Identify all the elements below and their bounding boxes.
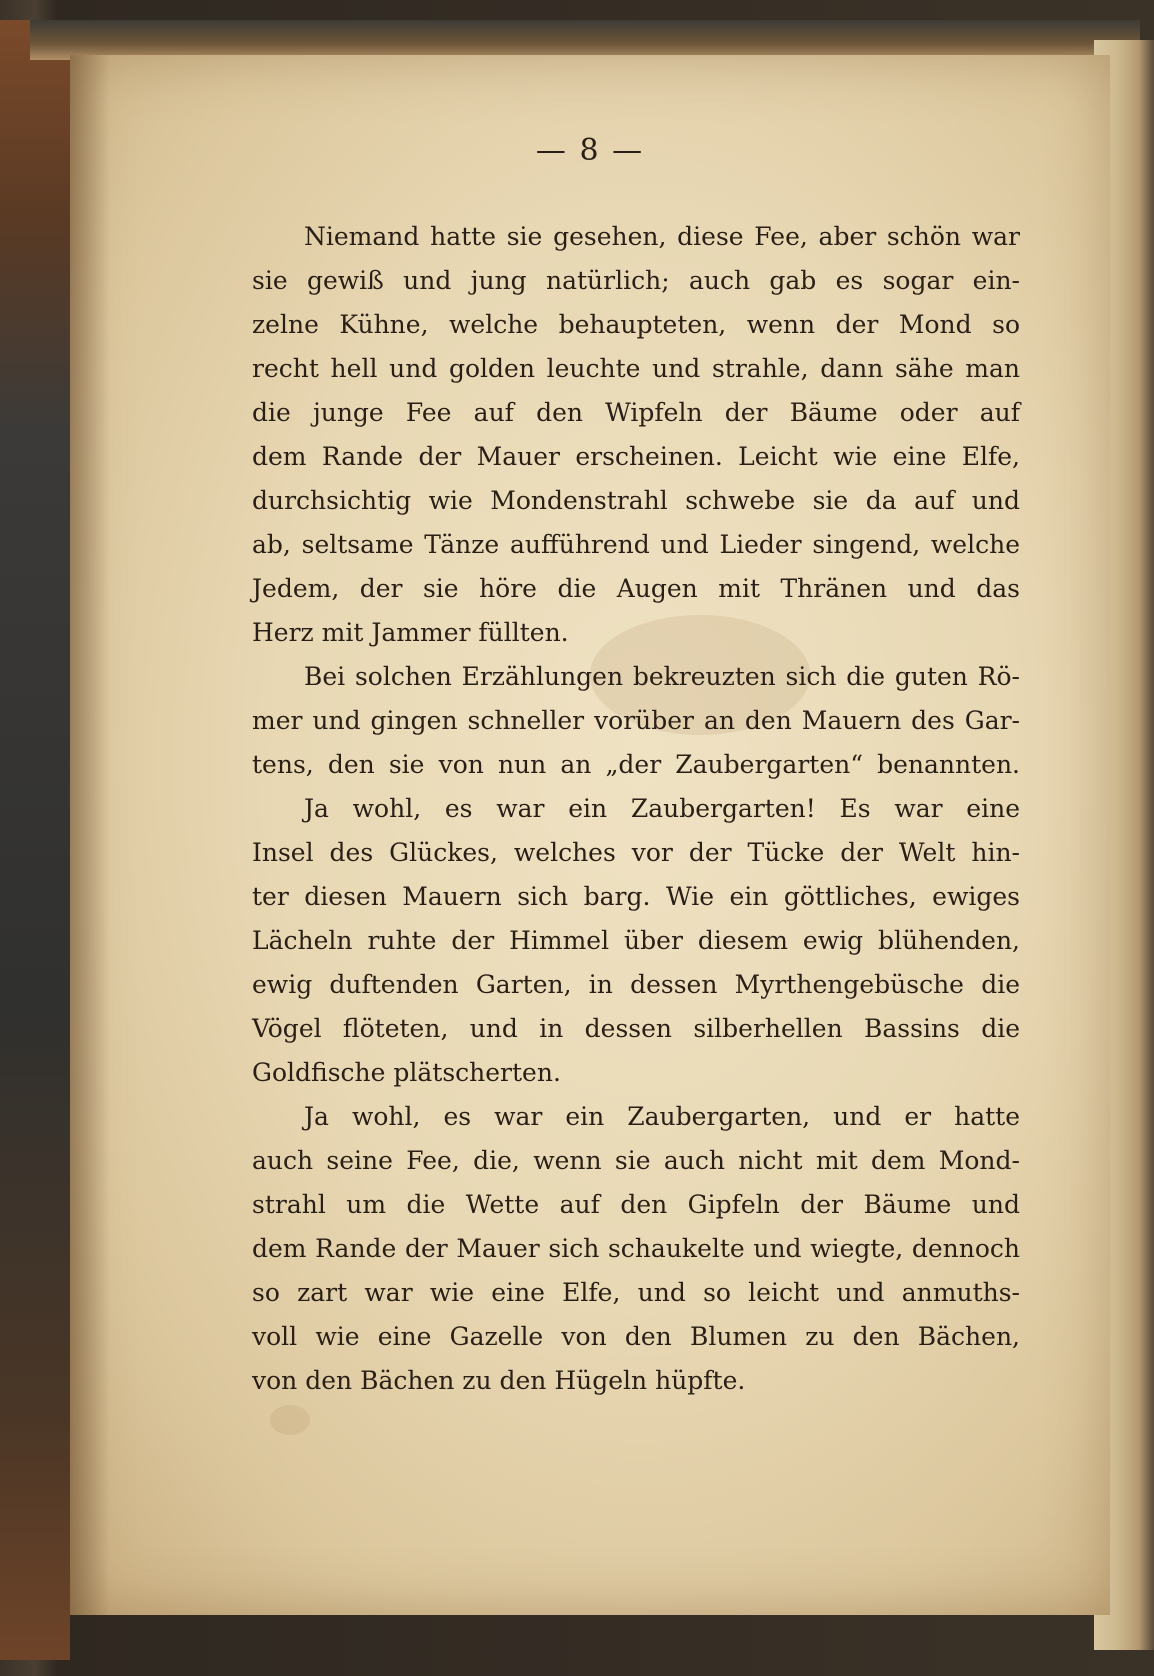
text-line: ab, seltsame Tänze aufführend und Lieder singend, welche (252, 530, 1020, 559)
text-line: Niemand hatte sie gesehen, diese Fee, aber schön war (304, 222, 1020, 251)
text-line: Ja wohl, es war ein Zaubergarten! Es war eine (304, 794, 1020, 823)
text-line: Lächeln ruhte der Himmel über diesem ewig blühenden, (252, 926, 1020, 955)
text-line: Goldfische plätscherten. (252, 1058, 561, 1087)
text-line: durchsichtig wie Mondenstrahl schwebe sie da auf und (252, 486, 1020, 515)
text-line: ewig duftenden Garten, in dessen Myrthengebüsche die (252, 970, 1020, 999)
text-line: dem Rande der Mauer sich schaukelte und wiegte, dennoch (252, 1234, 1020, 1263)
book-cover-edge (0, 20, 70, 1660)
text-line: so zart war wie eine Elfe, und so leicht und anmuths- (252, 1278, 1020, 1307)
text-line: Jedem, der sie höre die Augen mit Thränen und das (252, 574, 1020, 603)
gutter-shadow (70, 55, 110, 1615)
text-line: ter diesen Mauern sich barg. Wie ein göttliches, ewiges (252, 882, 1020, 911)
paragraph-2 (200, 655, 1020, 787)
text-line: recht hell und golden leuchte und strahle, dann sähe man (252, 354, 1020, 383)
paragraph-1 (200, 215, 1020, 655)
text-line: Vögel flöteten, und in dessen silberhellen Bassins die (252, 1014, 1020, 1043)
text-line: zelne Kühne, welche behaupteten, wenn der Mond so (252, 310, 1020, 339)
page-number: — 8 — (535, 133, 645, 168)
text-line: mer und gingen schneller vorüber an den Mauern des Gar- (252, 706, 1020, 735)
text-line: Herz mit Jammer füllten. (252, 618, 569, 647)
paragraph-3 (200, 787, 1020, 1095)
text-line: sie gewiß und jung natürlich; auch gab es sogar ein- (252, 266, 1020, 295)
text-line: Insel des Glückes, welches vor der Tücke der Welt hin- (252, 838, 1020, 867)
paper-stain (270, 1405, 310, 1435)
paragraph-4 (200, 1095, 1020, 1403)
book-top-edge (30, 20, 1140, 60)
text-line: Bei solchen Erzählungen bekreuzten sich die guten Rö- (304, 662, 1020, 691)
book-page (70, 55, 1110, 1615)
page-body-text (200, 215, 1020, 1403)
text-line: tens, den sie von nun an „der Zaubergarten“ benannten. (252, 750, 1020, 779)
text-line: auch seine Fee, die, wenn sie auch nicht mit dem Mond- (252, 1146, 1020, 1175)
text-line: dem Rande der Mauer erscheinen. Leicht wie eine Elfe, (252, 442, 1020, 471)
text-line: von den Bächen zu den Hügeln hüpfte. (252, 1366, 746, 1395)
text-line: strahl um die Wette auf den Gipfeln der Bäume und (252, 1190, 1020, 1219)
text-line: Ja wohl, es war ein Zaubergarten, und er hatte (304, 1102, 1020, 1131)
text-line: die junge Fee auf den Wipfeln der Bäume oder auf (252, 398, 1020, 427)
text-line: voll wie eine Gazelle von den Blumen zu den Bächen, (252, 1322, 1020, 1351)
